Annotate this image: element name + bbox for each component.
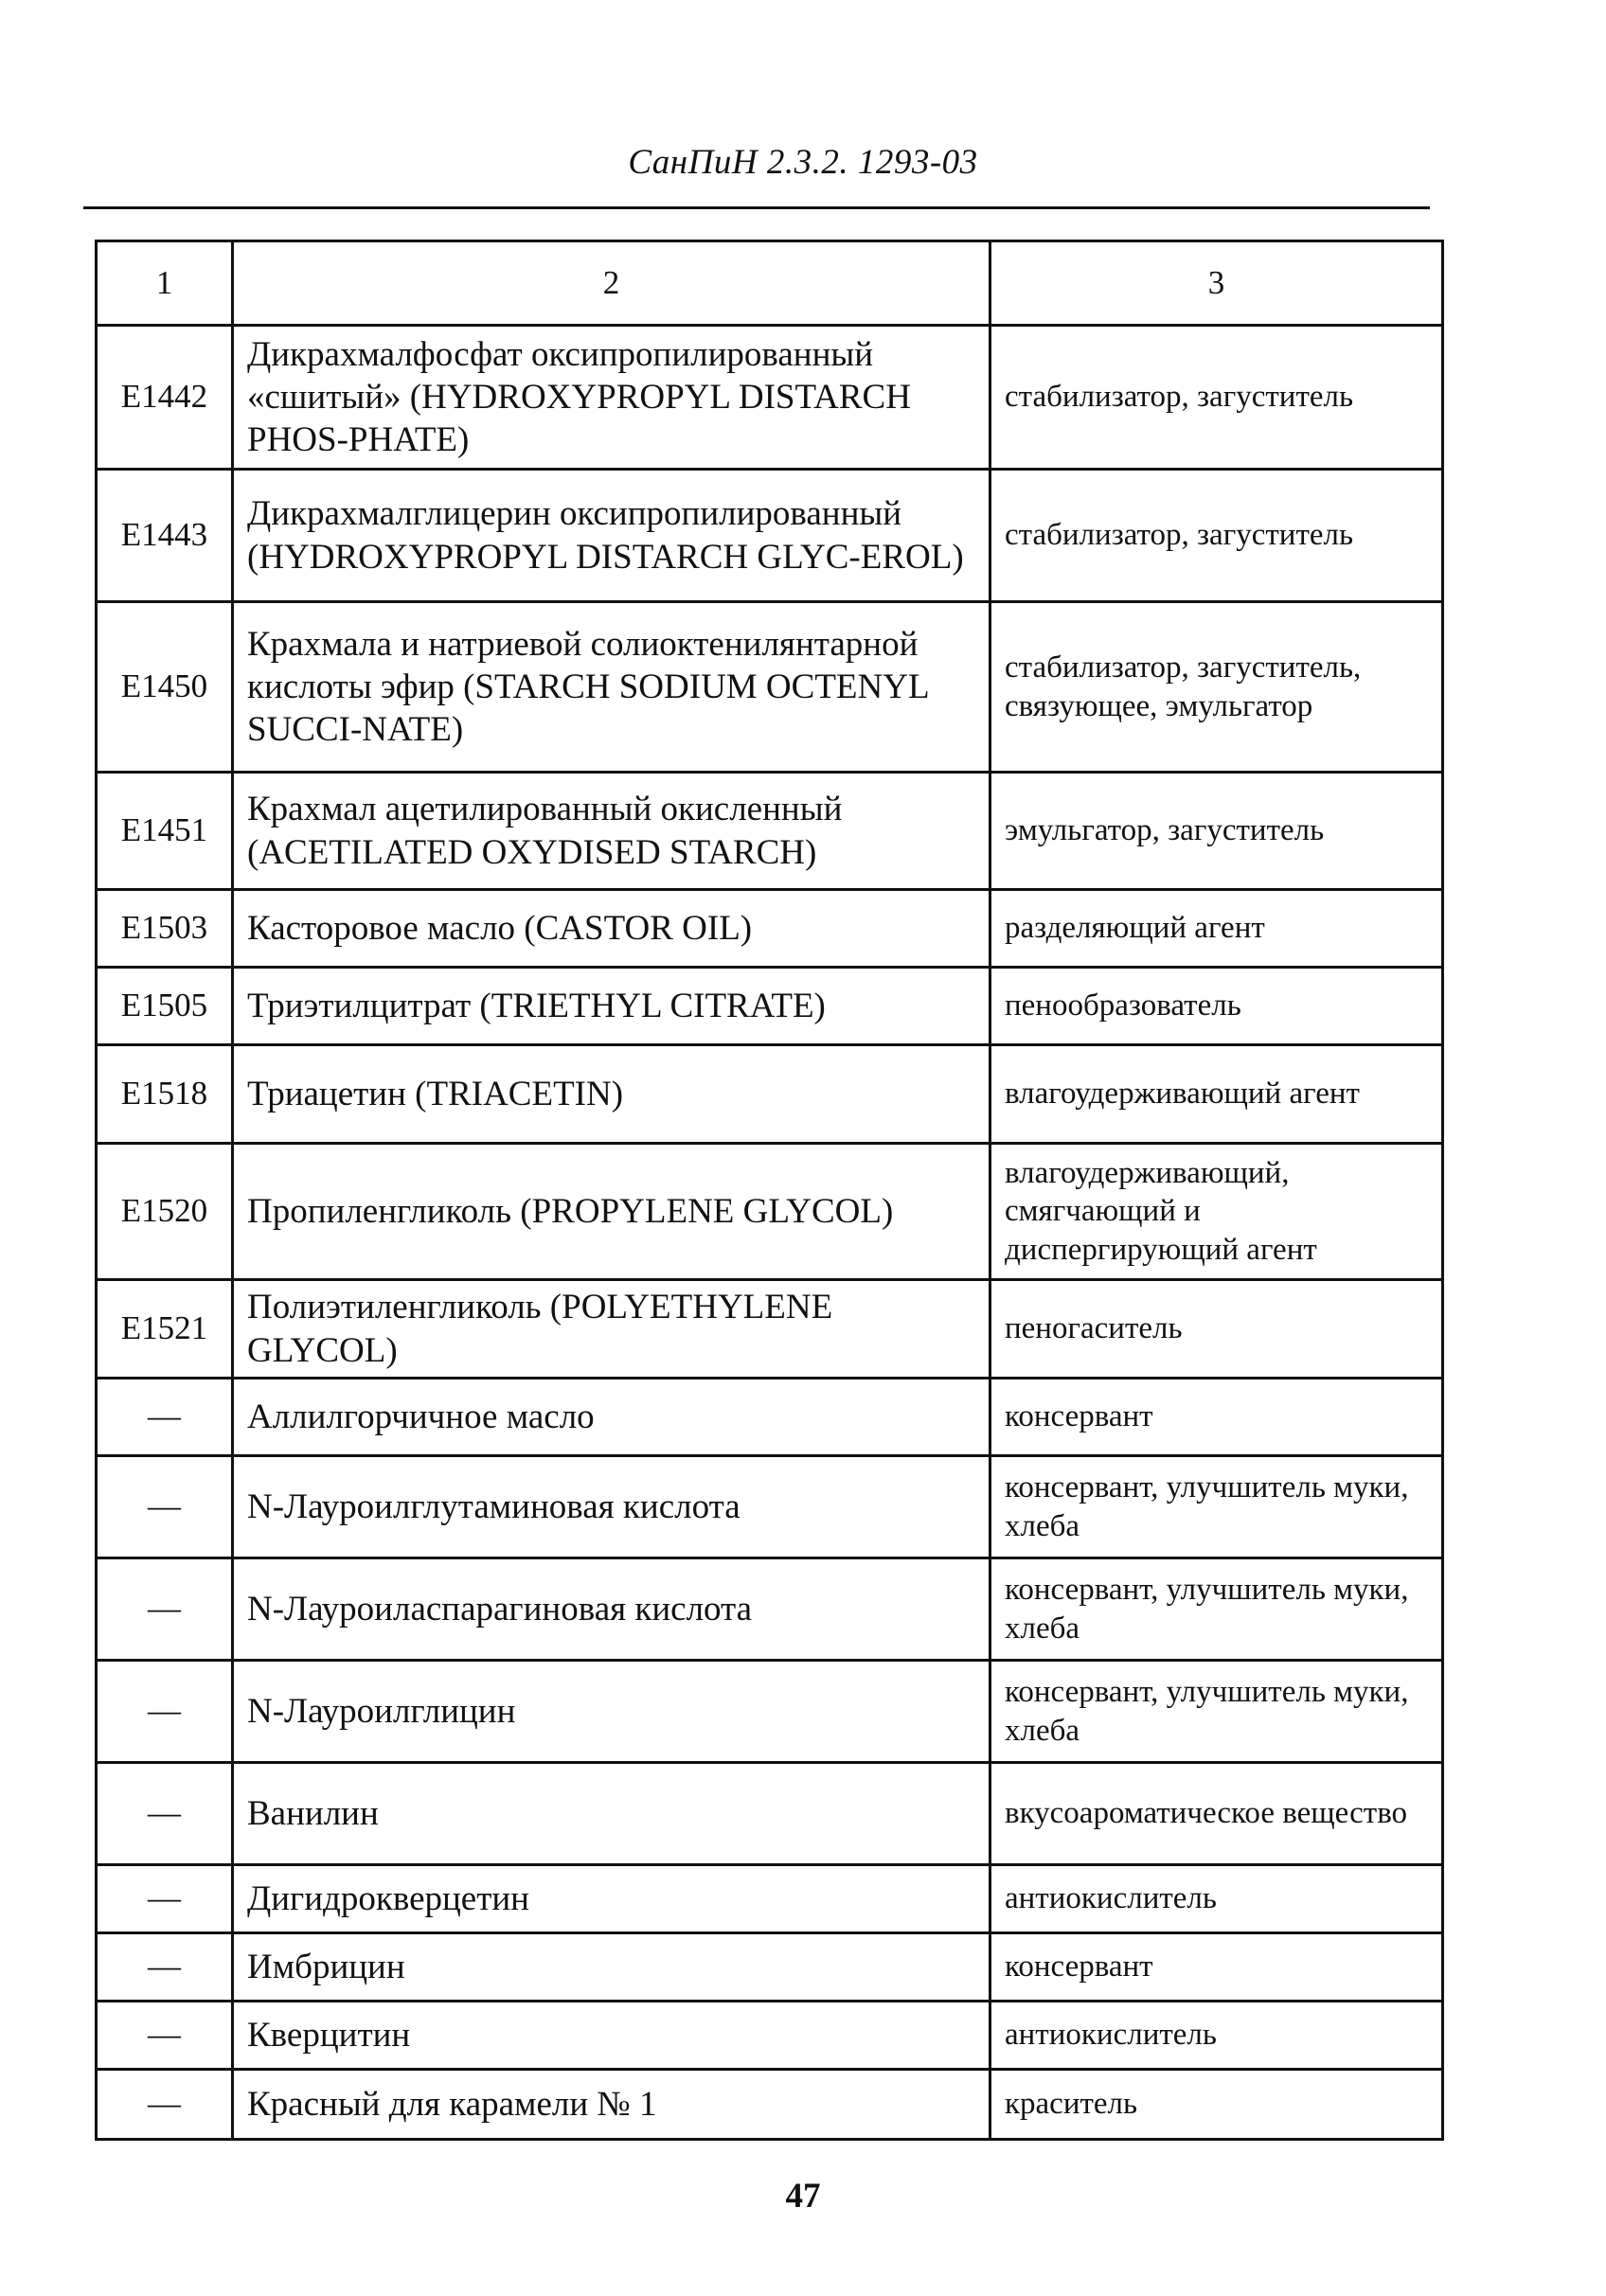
cell-function: антиокислитель [990,2002,1443,2070]
column-header: 1 [97,241,233,326]
cell-code: — [97,1933,233,2002]
cell-function: стабилизатор, загуститель [990,470,1443,602]
cell-function: краситель [990,2070,1443,2140]
table-row [97,890,1443,968]
header-divider [83,206,1430,209]
cell-code: — [97,1661,233,1763]
table-row [97,773,1443,890]
table-row [97,1933,1443,2002]
table-row [97,602,1443,773]
table-row [97,470,1443,602]
cell-function: консервант [990,1933,1443,2002]
cell-code: E1451 [97,773,233,890]
cell-name: Триацетин (TRIACETIN) [233,1045,990,1144]
table-header-row [97,241,1443,326]
cell-code: E1503 [97,890,233,968]
cell-name: Дикрахмалфосфат оксипропилированный «сшитый» (HYDROXYPROPYL DISTARCH PHOS-PHATE) [233,326,990,470]
cell-name: N-Лауроилглутаминовая кислота [233,1456,990,1558]
cell-code: E1520 [97,1144,233,1280]
cell-code: — [97,1379,233,1456]
cell-function: стабилизатор, загуститель, связующее, эмульгатор [990,602,1443,773]
additives-table [95,240,1444,2141]
table-row [97,1379,1443,1456]
cell-code: — [97,1456,233,1558]
cell-function: пенообразователь [990,968,1443,1045]
cell-code: — [97,1763,233,1865]
cell-function: консервант, улучшитель муки, хлеба [990,1456,1443,1558]
table-row [97,326,1443,470]
cell-code: E1442 [97,326,233,470]
table-row [97,2070,1443,2140]
cell-function: разделяющий агент [990,890,1443,968]
cell-function: вкусоароматическое вещество [990,1763,1443,1865]
page-header-title: СанПиН 2.3.2. 1293-03 [628,143,978,182]
table-row [97,1763,1443,1865]
cell-function: эмульгатор, загуститель [990,773,1443,890]
cell-function: консервант [990,1379,1443,1456]
cell-name: N-Лауроилглицин [233,1661,990,1763]
table-row [97,1558,1443,1661]
cell-name: Красный для карамели № 1 [233,2070,990,2140]
cell-code: E1505 [97,968,233,1045]
cell-code: E1518 [97,1045,233,1144]
cell-function: антиокислитель [990,1865,1443,1933]
cell-name: Пропиленгликоль (PROPYLENE GLYCOL) [233,1144,990,1280]
table-row [97,1045,1443,1144]
cell-function: влагоудерживающий, смягчающий и диспергирующий агент [990,1144,1443,1280]
cell-code: E1450 [97,602,233,773]
cell-name: Полиэтиленгликоль (POLYETHYLENE GLYCOL) [233,1280,990,1379]
column-header: 2 [233,241,990,326]
cell-function: консервант, улучшитель муки, хлеба [990,1661,1443,1763]
cell-code: — [97,2002,233,2070]
cell-function: стабилизатор, загуститель [990,326,1443,470]
cell-code: — [97,1865,233,1933]
page-number: 47 [785,2177,821,2216]
cell-code: — [97,2070,233,2140]
cell-name: Ванилин [233,1763,990,1865]
cell-code: E1443 [97,470,233,602]
cell-name: Имбрицин [233,1933,990,2002]
table-row [97,1280,1443,1379]
cell-name: Дикрахмалглицерин оксипропилированный (HYDROXYPROPYL DISTARCH GLYC-EROL) [233,470,990,602]
cell-name: N-Лауроиласпарагиновая кислота [233,1558,990,1661]
table-row [97,1144,1443,1280]
cell-name: Касторовое масло (CASTOR OIL) [233,890,990,968]
table-row [97,1661,1443,1763]
cell-name: Триэтилцитрат (TRIETHYL CITRATE) [233,968,990,1045]
cell-function: пеногаситель [990,1280,1443,1379]
table-row [97,2002,1443,2070]
cell-code: E1521 [97,1280,233,1379]
table-row [97,1865,1443,1933]
cell-code: — [97,1558,233,1661]
cell-name: Крахмала и натриевой солиоктенилянтарной кислоты эфир (STARCH SODIUM OCTENYL SUCCI-NATE) [233,602,990,773]
cell-name: Крахмал ацетилированный окисленный (ACETILATED OXYDISED STARCH) [233,773,990,890]
table-row [97,968,1443,1045]
column-header: 3 [990,241,1443,326]
cell-name: Дигидрокверцетин [233,1865,990,1933]
table-row [97,1456,1443,1558]
cell-name: Аллилгорчичное масло [233,1379,990,1456]
cell-function: влагоудерживающий агент [990,1045,1443,1144]
cell-name: Кверцитин [233,2002,990,2070]
cell-function: консервант, улучшитель муки, хлеба [990,1558,1443,1661]
